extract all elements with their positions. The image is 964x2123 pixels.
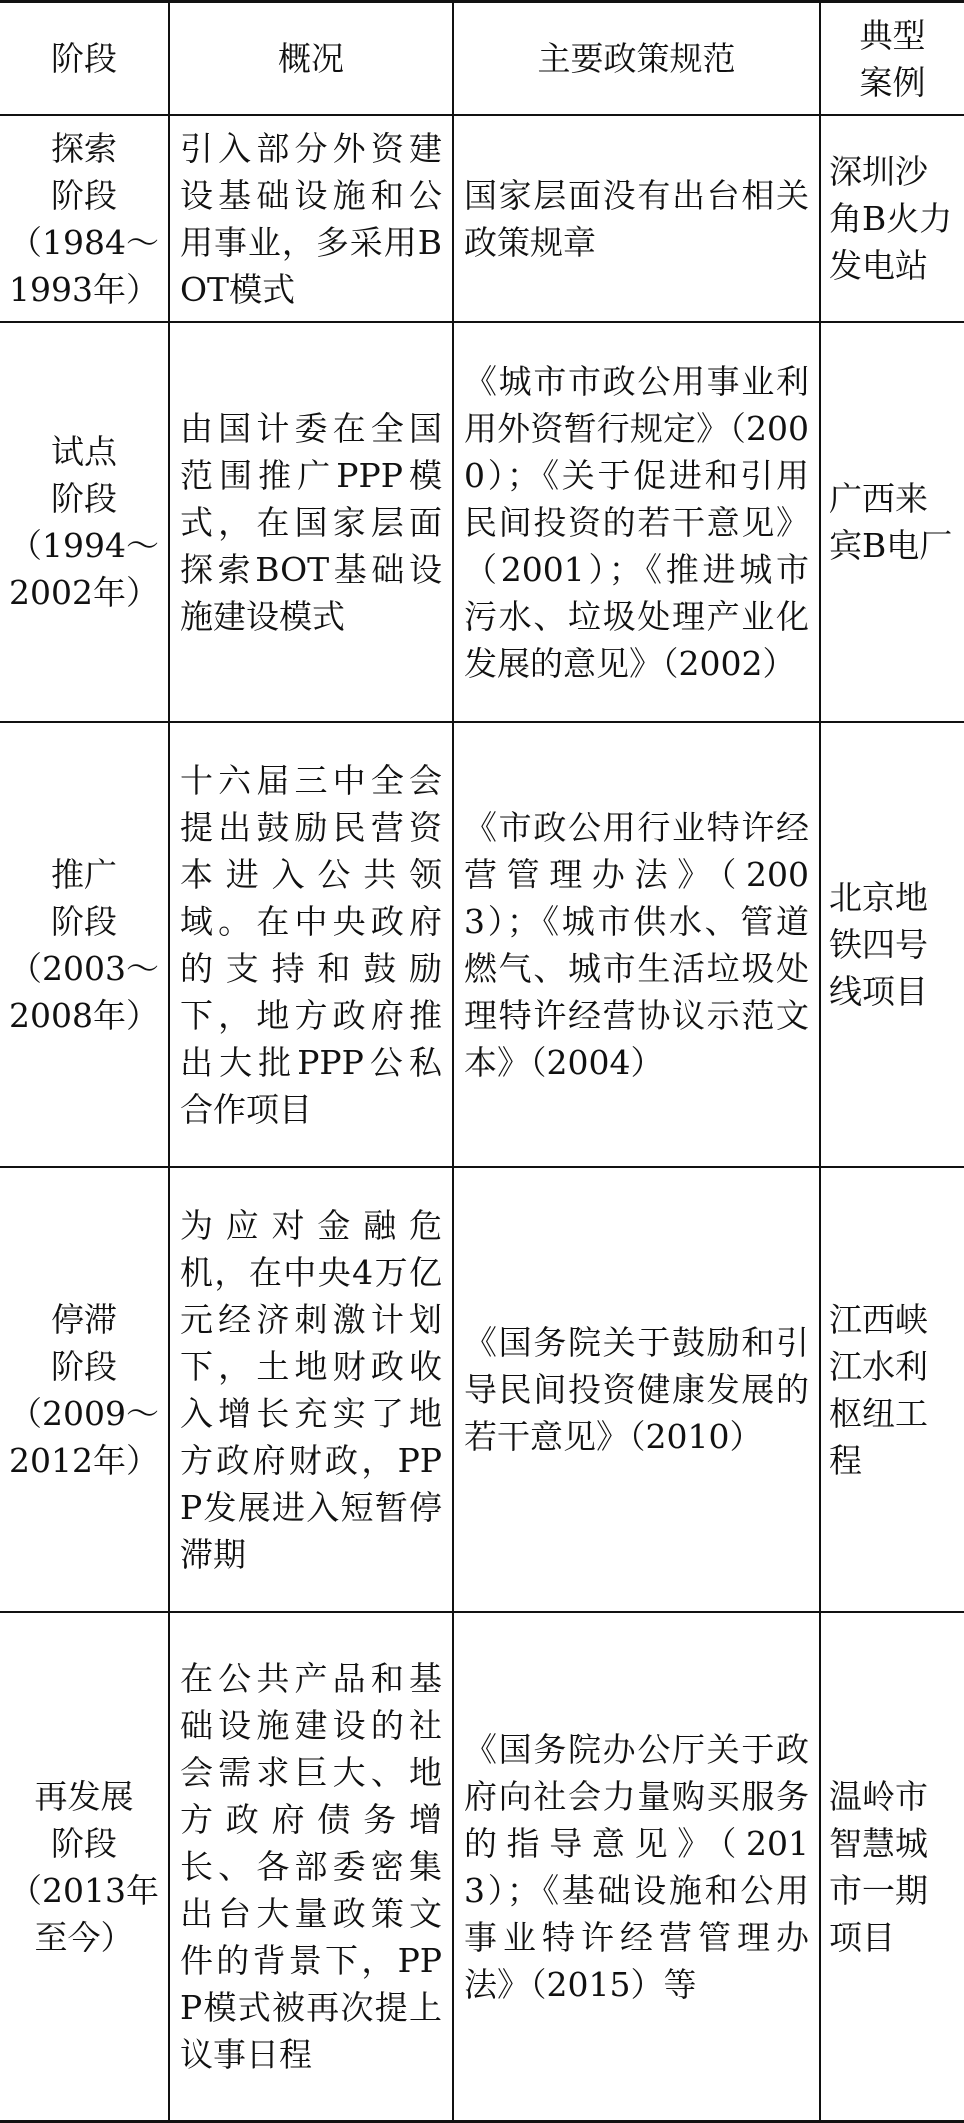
stage-line: 推广: [51, 854, 117, 894]
table-row: [0, 115, 964, 322]
stage-line: 2012年）: [9, 1440, 159, 1480]
header-case-line: 案例: [859, 62, 926, 102]
stage-line: 阶段: [51, 1346, 117, 1386]
stage-line: 阶段: [51, 175, 117, 215]
stage-line: 试点: [51, 432, 117, 471]
policy-cell: 国家层面没有出台相关政策规章: [453, 115, 820, 322]
stage-line: 至今）: [34, 1917, 134, 1957]
stage-line: 2008年）: [9, 995, 159, 1035]
table-row: [0, 722, 964, 1167]
stage-line: 1993年）: [9, 269, 159, 309]
header-overview: 概况: [169, 3, 453, 115]
case-cell: 北京地铁四号线项目: [820, 722, 964, 1167]
header-stage: 阶段: [0, 3, 169, 115]
stage-cell: [0, 1612, 169, 2120]
stage-line: 2002年）: [9, 573, 159, 612]
overview-cell: 由国计委在全国范围推广PPP模式，在国家层面探索BOT基础设施建设模式: [169, 322, 453, 722]
policy-cell: 《市政公用行业特许经营管理办法》（2003）；《城市供水、管道燃气、城市生活垃圾处理特许经营协议示范文本》（2004）: [453, 722, 820, 1167]
stage-line: 阶段: [51, 1823, 117, 1863]
policy-cell: 《国务院关于鼓励和引导民间投资健康发展的若干意见》（2010）: [453, 1167, 820, 1612]
header-case-line: 典型: [859, 15, 926, 55]
header-policy: 主要政策规范: [453, 3, 820, 115]
ppp-stages-table: [0, 3, 964, 2120]
stage-cell: [0, 722, 169, 1167]
case-cell: 温岭市智慧城市一期项目: [820, 1612, 964, 2120]
policy-cell: 《城市市政公用事业利用外资暂行规定》（2000）；《关于促进和引用民间投资的若干意见》（2001）；《推进城市污水、垃圾处理产业化发展的意见》（2002）: [453, 322, 820, 722]
overview-cell: 在公共产品和基础设施建设的社会需求巨大、地方政府债务增长、各部委密集出台大量政策文件的背景下，PPP模式被再次提上议事日程: [169, 1612, 453, 2120]
stage-line: （1984～: [9, 222, 159, 262]
overview-cell: 十六届三中全会提出鼓励民营资本进入公共领域。在中央政府的支持和鼓励下，地方政府推出大批PPP公私合作项目: [169, 722, 453, 1167]
stage-cell: [0, 115, 169, 322]
case-cell: 广西来宾B电厂: [820, 322, 964, 722]
stage-line: 阶段: [51, 901, 117, 941]
overview-cell: 引入部分外资建设基础设施和公用事业，多采用BOT模式: [169, 115, 453, 322]
stage-cell: [0, 322, 169, 722]
stage-cell: [0, 1167, 169, 1612]
table-row: [0, 322, 964, 722]
stage-line: 阶段: [51, 479, 117, 518]
stage-line: 停滞: [51, 1299, 117, 1339]
table-row: [0, 1167, 964, 1612]
case-cell: 江西峡江水利枢纽工程: [820, 1167, 964, 1612]
stage-line: （2003～: [9, 948, 159, 988]
policy-cell: 《国务院办公厅关于政府向社会力量购买服务的指导意见》（2013）；《基础设施和公用事业特许经营管理办法》（2015）等: [453, 1612, 820, 2120]
header-case: [820, 3, 964, 115]
case-cell: 深圳沙角B火力发电站: [820, 115, 964, 322]
stage-line: （2009～: [9, 1393, 159, 1433]
stage-line: 再发展: [34, 1776, 134, 1816]
header-row: [0, 3, 964, 115]
stage-line: （1994～: [9, 526, 159, 565]
stage-line: （2013年: [9, 1870, 159, 1910]
table-row: [0, 1612, 964, 2120]
stage-line: 探索: [51, 128, 117, 168]
overview-cell: 为应对金融危机，在中央4万亿元经济刺激计划下，土地财政收入增长充实了地方政府财政，PPP发展进入短暂停滞期: [169, 1167, 453, 1612]
